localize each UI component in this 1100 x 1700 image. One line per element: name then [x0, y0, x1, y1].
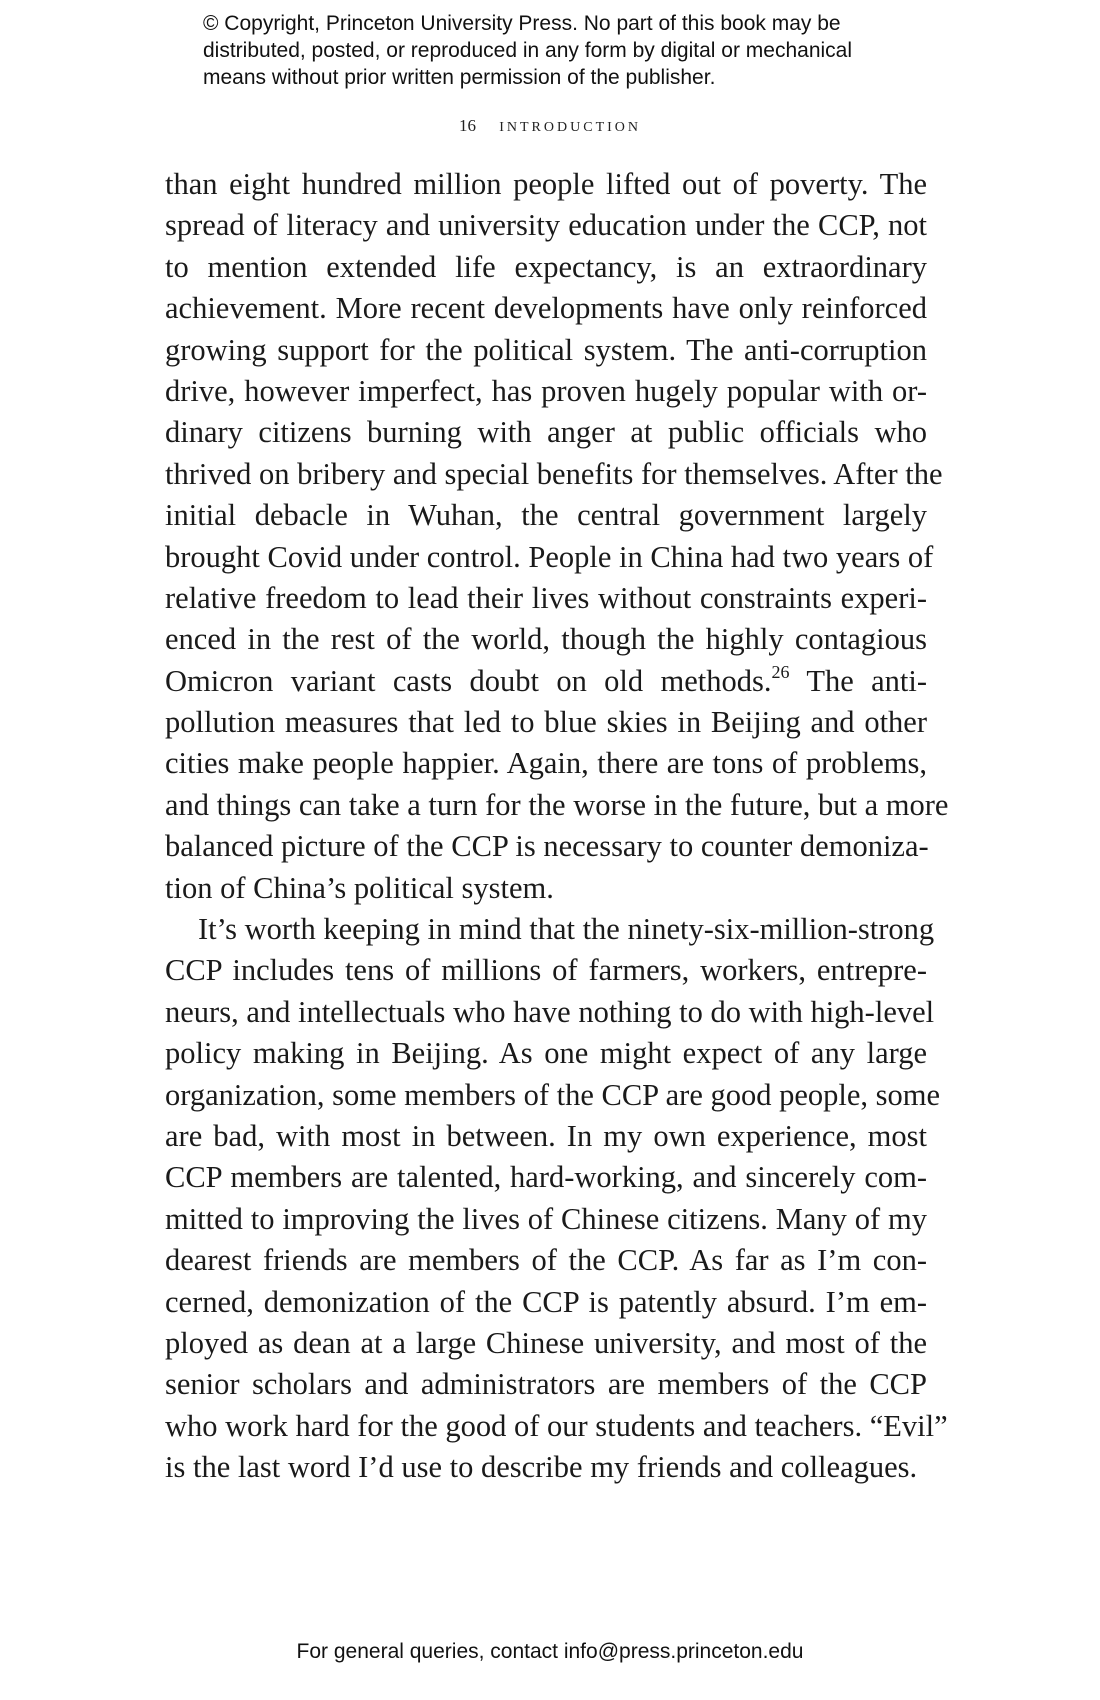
body-text — [165, 164, 949, 1489]
text-line: enced in the rest of the world, though the highly contagious — [165, 622, 927, 657]
page-number: 16 — [458, 116, 476, 135]
text-line: brought Covid under control. People in China had two years of — [165, 539, 934, 574]
chapter-title: introduction — [499, 114, 641, 136]
copyright-line: distributed, posted, or reproduced in any form by digital or mechanical — [203, 39, 853, 62]
footer-contact: For general queries, contact info@press.princeton.edu — [296, 1640, 804, 1663]
text-line: drive, however imperfect, has proven hugely popular with or- — [165, 373, 927, 408]
text-line: cerned, demonization of the CCP is patently absurd. I’m em- — [165, 1284, 927, 1319]
footnote-reference[interactable]: 26 — [771, 661, 790, 682]
text-line: neurs, and intellectuals who have nothing to do with high-level — [165, 994, 935, 1029]
copyright-notice — [203, 10, 963, 91]
text-fragment: The anti- — [789, 663, 928, 698]
text-line: initial debacle in Wuhan, the central government largely — [165, 498, 927, 533]
paragraph — [165, 164, 949, 909]
text-line: balanced picture of the CCP is necessary to counter demoniza- — [165, 829, 929, 864]
text-line: senior scholars and administrators are members of the CCP — [165, 1367, 927, 1402]
copyright-line: © Copyright, Princeton University Press. No part of this book may be — [203, 12, 841, 35]
text-line: ployed as dean at a large Chinese university, and most of the — [165, 1325, 927, 1360]
text-line: than eight hundred million people lifted out of poverty. The — [165, 167, 927, 201]
text-line: achievement. More recent developments have only reinforced — [165, 291, 927, 326]
text-line: CCP includes tens of millions of farmers, workers, entrepre- — [165, 953, 927, 988]
copyright-line: means without prior written permission of the publisher. — [203, 66, 716, 89]
paragraph — [165, 909, 948, 1488]
text-line: organization, some members of the CCP are good people, some — [165, 1077, 941, 1112]
text-line: policy making in Beijing. As one might expect of any large — [165, 1036, 927, 1071]
running-head — [0, 114, 1100, 137]
text-line: mitted to improving the lives of Chinese citizens. Many of my — [165, 1201, 927, 1236]
text-line: It’s worth keeping in mind that the ninety-six-million-strong — [198, 912, 935, 947]
text-line: CCP members are talented, hard-working, and sincerely com- — [165, 1160, 927, 1195]
text-line: spread of literacy and university education under the CCP, not — [165, 208, 927, 243]
text-line: is the last word I’d use to describe my friends and colleagues. — [165, 1450, 918, 1485]
text-line: dinary citizens burning with anger at public officials who — [165, 415, 927, 450]
text-line: are bad, with most in between. In my own experience, most — [165, 1118, 927, 1153]
text-line: and things can take a turn for the worse in the future, but a more — [165, 787, 949, 822]
text-line: dearest friends are members of the CCP. As far as I’m con- — [165, 1243, 927, 1278]
text-line: to mention extended life expectancy, is an extraordinary — [165, 249, 927, 284]
text-line: thrived on bribery and special benefits for themselves. After the — [165, 456, 943, 491]
text-line: cities make people happier. Again, there are tons of problems, — [165, 746, 927, 781]
text-line: pollution measures that led to blue skies in Beijing and other — [165, 705, 927, 740]
text-line: who work hard for the good of our students and teachers. “Evil” — [165, 1408, 948, 1443]
text-line: relative freedom to lead their lives without constraints experi- — [165, 580, 927, 615]
text-line: tion of China’s political system. — [165, 870, 554, 905]
text-line-with-note — [165, 661, 927, 702]
text-fragment: Omicron variant casts doubt on old methods. — [165, 663, 772, 698]
text-line: growing support for the political system. The anti-corruption — [165, 332, 927, 367]
